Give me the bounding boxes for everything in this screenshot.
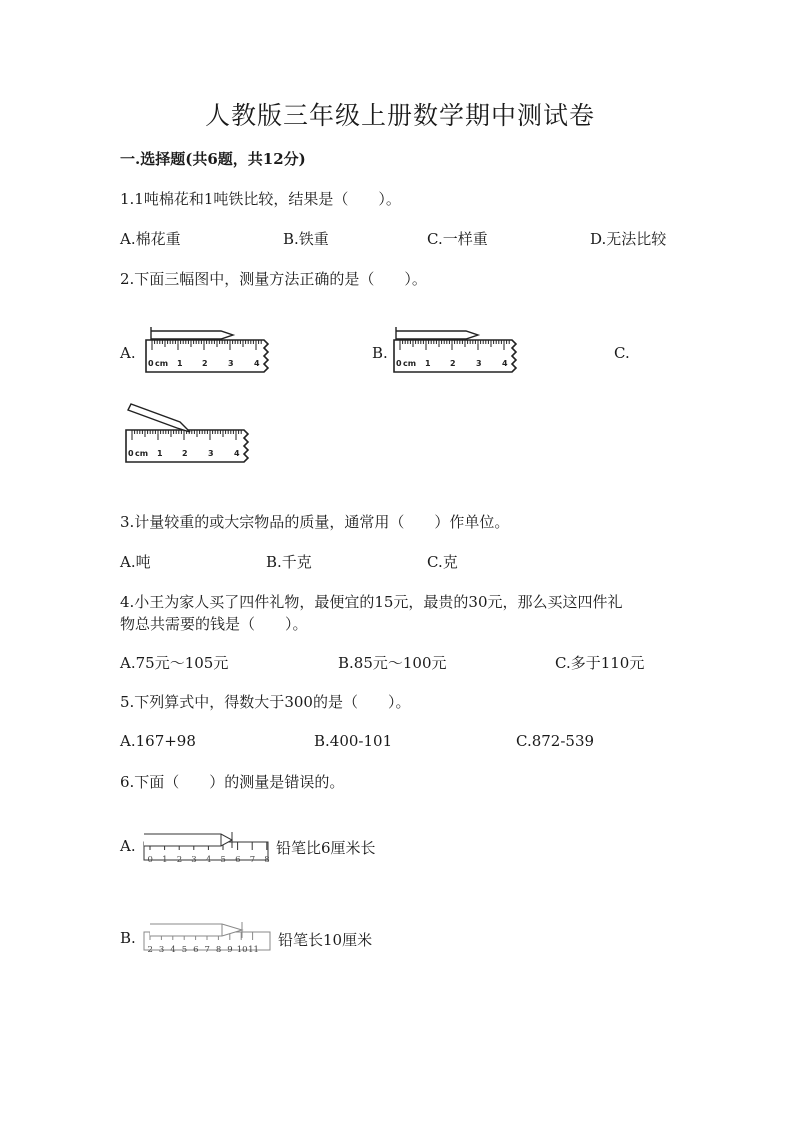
ruler-label: 0 — [396, 359, 402, 368]
q5-option-b[interactable]: B.400-101 — [314, 732, 393, 750]
q6-caption-b: 铅笔长10厘米 — [278, 931, 373, 949]
ruler-label: 7 — [204, 945, 210, 955]
q6-option-b[interactable]: B. — [120, 929, 136, 947]
ruler-figure-a — [140, 322, 280, 382]
ruler-label: 2 — [450, 359, 456, 368]
q6-ruler-a — [142, 830, 272, 875]
question-6: 6.下面（ ）的测量是错误的。 — [120, 773, 345, 791]
ruler-label: 5 — [220, 855, 226, 865]
ruler-label: 0 — [128, 449, 134, 458]
ruler-label: 6 — [193, 945, 199, 955]
ruler-label: 1 — [162, 855, 168, 865]
question-3: 3.计量较重的或大宗物品的质量，通常用（ ）作单位。 — [120, 513, 510, 531]
ruler-label: 3 — [476, 359, 482, 368]
question-1: 1.1吨棉花和1吨铁比较，结果是（ ）。 — [120, 190, 401, 208]
ruler-label: 0 — [147, 855, 153, 865]
ruler-label: 9 — [227, 945, 233, 955]
q6-ruler-b — [142, 918, 274, 966]
q2-option-a[interactable]: A. — [120, 344, 136, 362]
q4-option-c[interactable]: C.多于110元 — [555, 654, 645, 672]
question-4-line-1: 4.小王为家人买了四件礼物，最便宜的15元，最贵的30元，那么买这四件礼 — [120, 593, 623, 611]
ruler-label: 3 — [158, 945, 165, 955]
ruler-label: 4 — [234, 449, 240, 458]
pencil-shape — [144, 834, 232, 846]
ruler-label: 10 — [236, 945, 248, 955]
q2-option-c[interactable]: C. — [614, 344, 630, 362]
q4-option-b[interactable]: B.85元～100元 — [338, 654, 447, 672]
ruler-label: 4 — [205, 855, 212, 865]
section-heading: 一.选择题(共6题，共12分) — [120, 150, 306, 168]
q5-option-c[interactable]: C.872-539 — [516, 732, 595, 750]
ruler-label: 4 — [254, 359, 260, 368]
ruler-label: 8 — [215, 945, 222, 955]
ruler-label: 3 — [208, 449, 214, 458]
q5-option-a[interactable]: A.167+98 — [120, 732, 196, 750]
q1-option-a[interactable]: A.棉花重 — [120, 230, 181, 248]
q3-option-c[interactable]: C.克 — [427, 553, 458, 571]
pencil-shape — [150, 924, 242, 936]
q1-option-d[interactable]: D.无法比较 — [590, 230, 667, 248]
ruler-label: 1 — [157, 449, 163, 458]
ruler-unit-label: cm — [135, 449, 149, 458]
pencil-shape — [151, 331, 233, 339]
q2-option-b[interactable]: B. — [372, 344, 388, 362]
ruler-label: 7 — [249, 855, 256, 865]
q4-option-a[interactable]: A.75元～105元 — [120, 654, 229, 672]
ruler-label: 6 — [235, 855, 241, 865]
ruler-label: 11 — [248, 945, 259, 955]
ruler-unit-label: cm — [155, 359, 169, 368]
q6-option-a[interactable]: A. — [120, 837, 136, 855]
ruler-label: 2 — [147, 945, 153, 955]
ruler-label: 0 — [148, 359, 154, 368]
pencil-shape — [128, 404, 190, 432]
ruler-label: 3 — [191, 855, 197, 865]
ruler-label: 2 — [202, 359, 208, 368]
ruler-label: 2 — [182, 449, 188, 458]
ruler-label: 4 — [502, 359, 508, 368]
question-4-line-2: 物总共需要的钱是（ ）。 — [120, 615, 308, 633]
ruler-label: 8 — [264, 855, 270, 865]
ruler-label: 3 — [228, 359, 234, 368]
q3-option-a[interactable]: A.吨 — [120, 553, 151, 571]
page-title: 人教版三年级上册数学期中测试卷 — [204, 101, 595, 130]
ruler-figure-b — [388, 322, 528, 382]
ruler-label: 4 — [170, 945, 176, 955]
pencil-shape — [396, 331, 478, 339]
q6-caption-a: 铅笔比6厘米长 — [276, 839, 376, 857]
ruler-label: 1 — [177, 359, 183, 368]
q1-option-c[interactable]: C.一样重 — [427, 230, 488, 248]
ruler-label: 1 — [425, 359, 431, 368]
ruler-label: 5 — [181, 945, 188, 955]
question-5: 5.下列算式中，得数大于300的是（ ）。 — [120, 693, 411, 711]
q3-option-b[interactable]: B.千克 — [266, 553, 312, 571]
question-2: 2.下面三幅图中，测量方法正确的是（ ）。 — [120, 270, 427, 288]
q1-option-b[interactable]: B.铁重 — [283, 230, 329, 248]
ruler-figure-c — [120, 402, 260, 472]
ruler-label: 2 — [176, 855, 183, 865]
ruler-unit-label: cm — [403, 359, 417, 368]
